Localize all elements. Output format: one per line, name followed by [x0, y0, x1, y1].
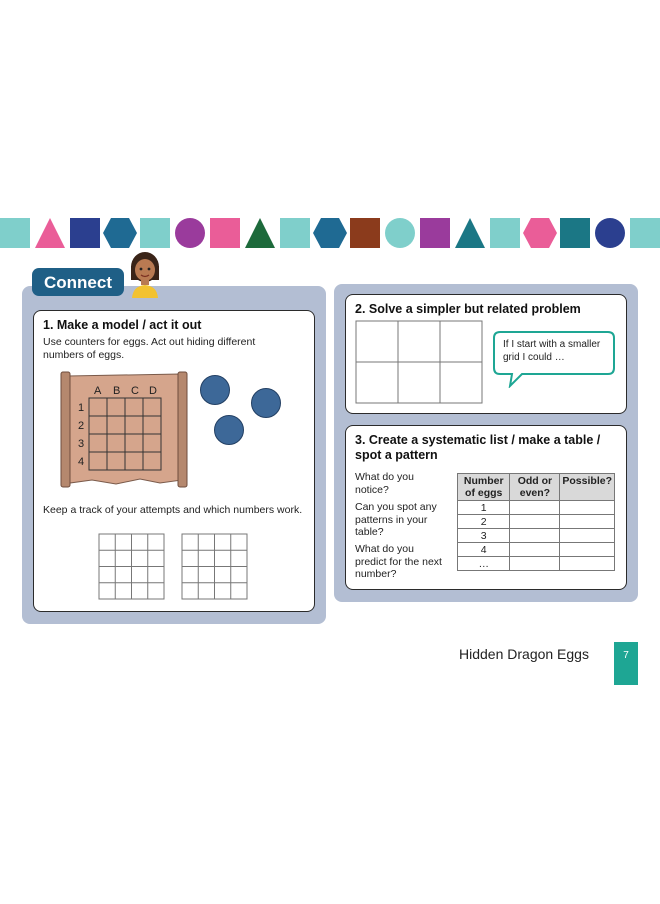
table-cell[interactable] [510, 543, 560, 557]
table-cell[interactable] [560, 501, 615, 515]
results-table [457, 473, 615, 571]
brown-square-1 [350, 218, 380, 248]
teal-square-4 [490, 218, 520, 248]
table-cell-number: 3 [458, 529, 510, 543]
table-cell[interactable] [560, 529, 615, 543]
table-row [458, 515, 615, 529]
table-header-row [458, 474, 615, 501]
card3-title: 3. Create a systematic list / make a table / spot a pattern [355, 433, 601, 462]
blue-hexagon-1 [103, 218, 137, 248]
table-cell[interactable] [510, 557, 560, 571]
tracking-grid-2 [181, 533, 249, 601]
simple-grid [355, 320, 483, 404]
card1-title: 1. Make a model / act it out [43, 318, 202, 332]
bubble-text: If I start with a smaller grid I could … [503, 339, 601, 363]
table-cell[interactable] [560, 543, 615, 557]
table-cell[interactable] [510, 501, 560, 515]
card1-instruction: Use counters for eggs. Act out hiding different numbers of eggs. [43, 336, 256, 361]
teal-square-2 [140, 218, 170, 248]
table-cell-number: 2 [458, 515, 510, 529]
table-row [458, 501, 615, 515]
grid-col-c: C [131, 385, 139, 397]
table-cell[interactable] [560, 515, 615, 529]
table-cell-number: … [458, 557, 510, 571]
table-header-odd-even: Odd or even? [510, 474, 560, 501]
blue-hexagon-2 [313, 218, 347, 248]
purple-square-1 [420, 218, 450, 248]
table-row [458, 543, 615, 557]
counter-icon [251, 388, 281, 418]
green-triangle-1 [245, 218, 275, 248]
table-header-possible: Possible? [560, 474, 615, 501]
purple-circle-1 [175, 218, 205, 248]
table-row [458, 557, 615, 571]
counter-icon [214, 415, 244, 445]
grid-col-b: B [113, 385, 121, 397]
counter-icon [200, 375, 230, 405]
tracking-grid-1 [98, 533, 166, 601]
page-number-tab [614, 642, 638, 685]
teal-square-1 [0, 218, 30, 248]
table-header-number: Number of eggs [458, 474, 510, 501]
table-cell[interactable] [510, 529, 560, 543]
card3-q2: Can you spot any patterns in your table? [355, 501, 437, 538]
pink-square-1 [210, 218, 240, 248]
table-row [458, 529, 615, 543]
table-cell-number: 4 [458, 543, 510, 557]
card2-title: 2. Solve a simpler but related problem [355, 302, 581, 316]
grid-row-1: 1 [78, 402, 85, 414]
card1-track: Keep a track of your attempts and which numbers work. [43, 504, 303, 516]
teal-square-5 [630, 218, 660, 248]
darkteal-square-1 [560, 218, 590, 248]
table-cell-number: 1 [458, 501, 510, 515]
counting-grid [88, 397, 164, 473]
navy-square-1 [70, 218, 100, 248]
teal-circle-1 [385, 218, 415, 248]
grid-col-a: A [94, 385, 102, 397]
teal-square-3 [280, 218, 310, 248]
grid-row-4: 4 [78, 456, 85, 468]
page-number: 7 [623, 650, 629, 661]
pink-triangle-1 [35, 218, 65, 248]
table-cell[interactable] [560, 557, 615, 571]
grid-row-2: 2 [78, 420, 85, 432]
footer-title: Hidden Dragon Eggs [459, 646, 589, 662]
card3-q3: What do you predict for the next number? [355, 543, 442, 580]
grid-col-d: D [149, 385, 157, 397]
connect-label: Connect [44, 273, 112, 292]
navy-circle-1 [595, 218, 625, 248]
grid-row-3: 3 [78, 438, 85, 450]
pink-hexagon-1 [523, 218, 557, 248]
girl-character-icon [124, 250, 166, 298]
darkteal-triangle-1 [455, 218, 485, 248]
card3-q1: What do you notice? [355, 471, 414, 496]
table-cell[interactable] [510, 515, 560, 529]
